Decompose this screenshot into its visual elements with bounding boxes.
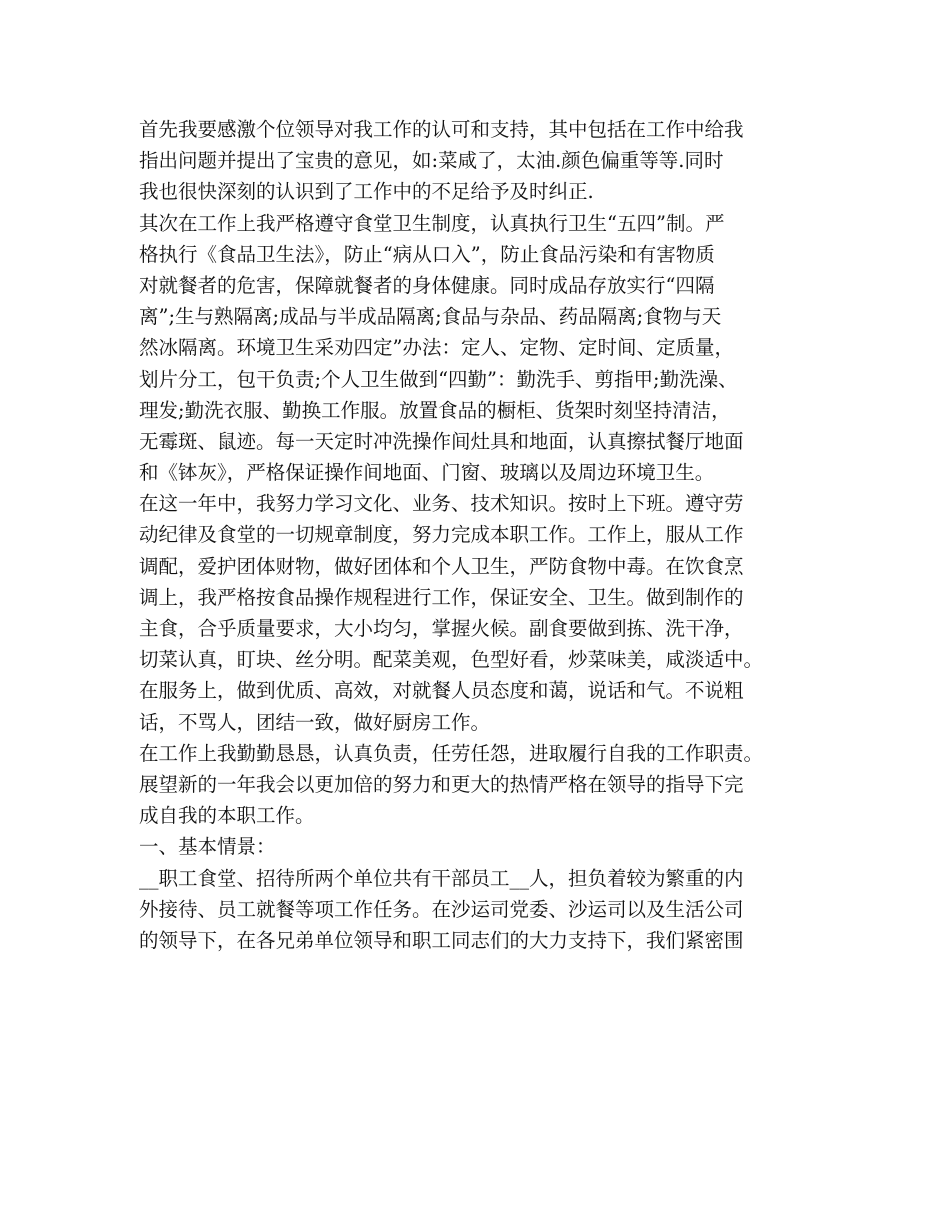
body-text	[139, 114, 839, 956]
text-line: 无霉斑、鼠迹。每一天定时冲洗操作间灶具和地面，认真擦拭餐厅地面	[139, 429, 744, 453]
text-line: 调配，爱护团体财物，做好团体和个人卫生，严防食物中毒。在饮食烹	[139, 554, 744, 578]
text-line: 理发;勤洗衣服、勤换工作服。放置食品的橱柜、货架时刻坚持清洁，	[139, 398, 731, 422]
text-line: 离”;生与熟隔离;成品与半成品隔离;食品与杂品、药品隔离;食物与天	[139, 305, 722, 329]
text-line: 和《钵灰》，严格保证操作间地面、门窗、玻璃以及周边环境卫生。	[139, 461, 715, 485]
text-line: 然冰隔离。环境卫生采劝四定”办法：定人、定物、定时间、定质量，	[139, 336, 734, 360]
text-line: 在工作上我勤勤恳恳，认真负责，任劳任怨，进取履行自我的工作职责。	[139, 741, 764, 765]
text-line: 在服务上，做到优质、高效，对就餐人员态度和蔼，说话和气。不说粗	[139, 679, 744, 703]
text-line: 划片分工，包干负责;个人卫生做到“四勤”：勤洗手、剪指甲;勤洗澡、	[139, 367, 738, 391]
text-line: 我也很快深刻的认识到了工作中的不足给予及时纠正.	[139, 180, 594, 204]
text-line: 主食，合乎质量要求，大小均匀，掌握火候。副食要做到拣、洗干净，	[139, 617, 744, 640]
text-line: 展望新的一年我会以更加倍的努力和更大的热情严格在领导的指导下完	[139, 772, 744, 796]
text-line: 切菜认真，盯块、丝分明。配菜美观，色型好看，炒菜味美，咸淡适中。	[139, 648, 764, 672]
text-line: 的领导下，在各兄弟单位领导和职工同志们的大力支持下，我们紧密围	[139, 928, 744, 952]
text-line: 话，不骂人，团结一致，做好厨房工作。	[139, 710, 491, 734]
text-line: 调上，我严格按食品操作规程进行工作，保证安全、卫生。做到制作的	[139, 585, 744, 609]
text-line: 对就餐者的危害，保障就餐者的身体健康。同时成品存放实行“四隔	[139, 273, 715, 297]
text-line: 指出问题并提出了宝贵的意见，如:菜咸了，太油.颜色偏重等等.同时	[139, 149, 724, 173]
section-heading: 一、基本情景：	[139, 835, 276, 859]
text-line: 成自我的本职工作。	[139, 804, 315, 828]
text-line: 其次在工作上我严格遵守食堂卫生制度，认真执行卫生“五四”制。严	[139, 211, 725, 235]
text-line: 首先我要感激个位领导对我工作的认可和支持，其中包括在工作中给我	[139, 118, 744, 141]
text-line: 外接待、员工就餐等项工作任务。在沙运司党委、沙运司以及生活公司	[139, 897, 744, 921]
text-line: 在这一年中，我努力学习文化、业务、技术知识。按时上下班。遵守劳	[139, 492, 744, 516]
text-line: __职工食堂、招待所两个单位共有干部员工__人，担负着较为繁重的内	[139, 866, 744, 890]
text-line: 动纪律及食堂的一切规章制度，努力完成本职工作。工作上，服从工作	[139, 523, 744, 547]
text-line: 格执行《食品卫生法》，防止“病从口入”，防止食品污染和有害物质	[139, 242, 715, 266]
